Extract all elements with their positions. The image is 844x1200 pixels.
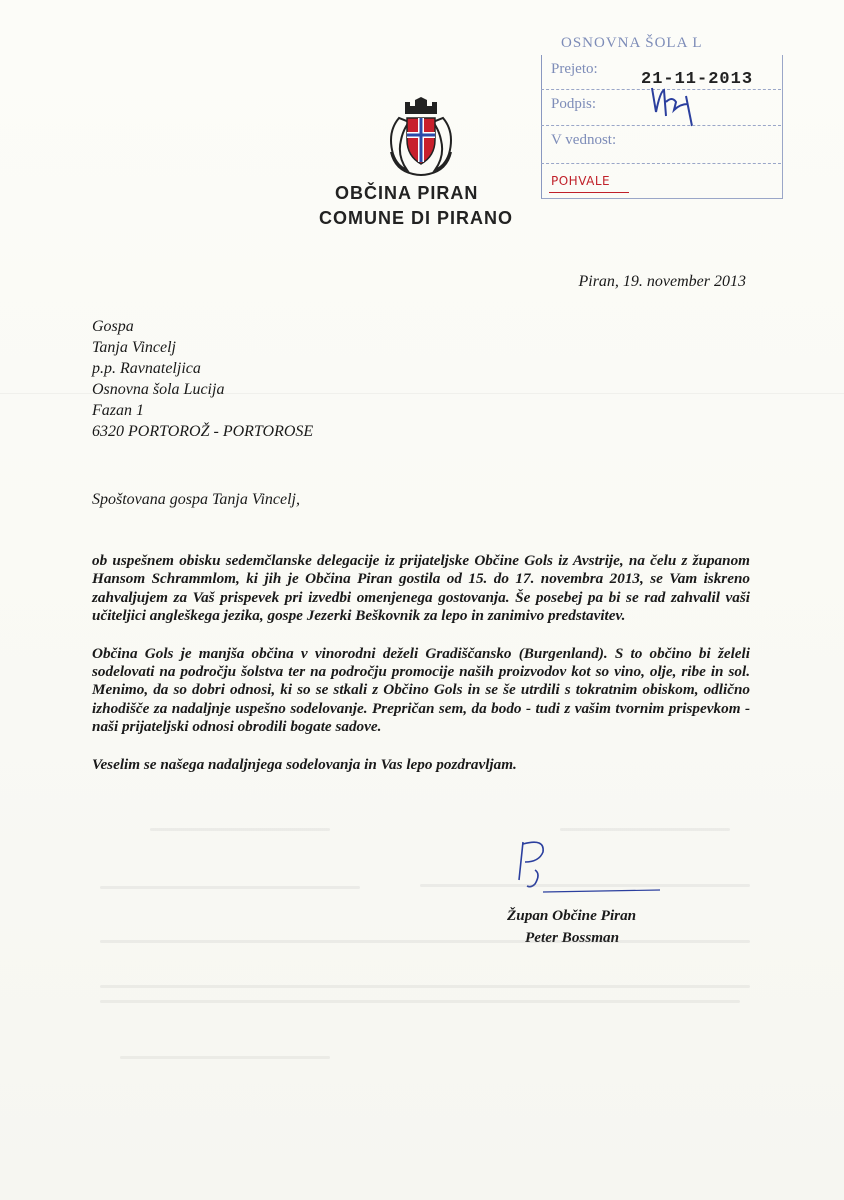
recipient-line: p.p. Ravnateljica xyxy=(92,360,201,377)
show-through-mark xyxy=(100,940,750,943)
show-through-mark xyxy=(100,985,750,988)
body-paragraph: Veselim se našega nadaljnjega sodelovanja in Vas lepo pozdravljam. xyxy=(92,755,517,773)
show-through-mark xyxy=(420,884,750,887)
show-through-mark xyxy=(150,828,330,831)
signer-title: Župan Občine Piran xyxy=(507,907,637,924)
recipient-line: 6320 PORTOROŽ - PORTOROSE xyxy=(92,423,314,440)
recipient-line: Gospa xyxy=(92,318,134,335)
stamp-value-entry: POHVALE xyxy=(551,174,611,188)
recipient-address xyxy=(92,316,313,442)
show-through-mark xyxy=(100,1000,740,1003)
stamp-row-signature xyxy=(541,89,781,124)
stamp-entry-underline xyxy=(549,192,629,193)
stamp-value-label: V vednost: xyxy=(551,132,617,148)
stamp-received-label: Prejeto: xyxy=(551,61,598,77)
body-paragraph: ob uspešnem obisku sedemčlanske delegacije iz prijateljske Občine Gols iz Avstrije, na čelu z županom Hansom Schrammlom, ki jih je Občina Piran gostila od 15. do 17. novembra 2013, se Vam iskreno zahvaljujem za Vaš prispevek pri izvedbi omenjenega gostovanja. Še posebej pa bi se rad zahvalil vaši učiteljici angleškega jezika, gospe Jezerki Beškovnik za lepo in zanimivo predstavitev. xyxy=(92,552,750,625)
recipient-line: Osnovna šola Lucija xyxy=(92,381,225,398)
municipal-crest-icon xyxy=(383,96,459,178)
signer-name: Peter Bossman xyxy=(525,929,620,946)
show-through-mark xyxy=(120,1056,330,1059)
stamp-signature-label: Podpis: xyxy=(551,96,597,112)
recipient-line: Tanja Vincelj xyxy=(92,339,176,356)
show-through-mark xyxy=(560,828,730,831)
received-stamp xyxy=(541,35,781,198)
recipient-line: Fazan 1 xyxy=(92,402,144,419)
stamp-received-date: 21-11-2013 xyxy=(641,70,754,89)
body-paragraph: Občina Gols je manjša občina v vinorodni deželi Gradiščansko (Burgenland). S to občino bi želeli sodelovati na področju šolstva ter na področju promocije naših proizvodov kot so vino, olje, ribe in sol. Menimo, da so dobri odnosi, ki so se stkali z Občino Gols in se še utrdili s tokratnim obiskom, odlično izhodišče za nadaljnje uspešno sodelovanje. Prepričan sem, da bodo - tudi z vašim tvornim prispevkom - naši prijateljski odnosi obrodili bogate sadove. xyxy=(92,644,750,736)
letter-body xyxy=(92,552,750,793)
letter-date: Piran, 19. november 2013 xyxy=(578,273,746,290)
stamp-row-value xyxy=(541,125,781,160)
municipality-name-italian: COMUNE DI PIRANO xyxy=(319,208,514,228)
show-through-mark xyxy=(100,886,360,889)
municipality-name-slovene: OBČINA PIRAN xyxy=(335,183,479,203)
stamp-header: OSNOVNA ŠOLA L xyxy=(561,35,703,51)
salutation: Spoštovana gospa Tanja Vincelj, xyxy=(92,491,300,508)
